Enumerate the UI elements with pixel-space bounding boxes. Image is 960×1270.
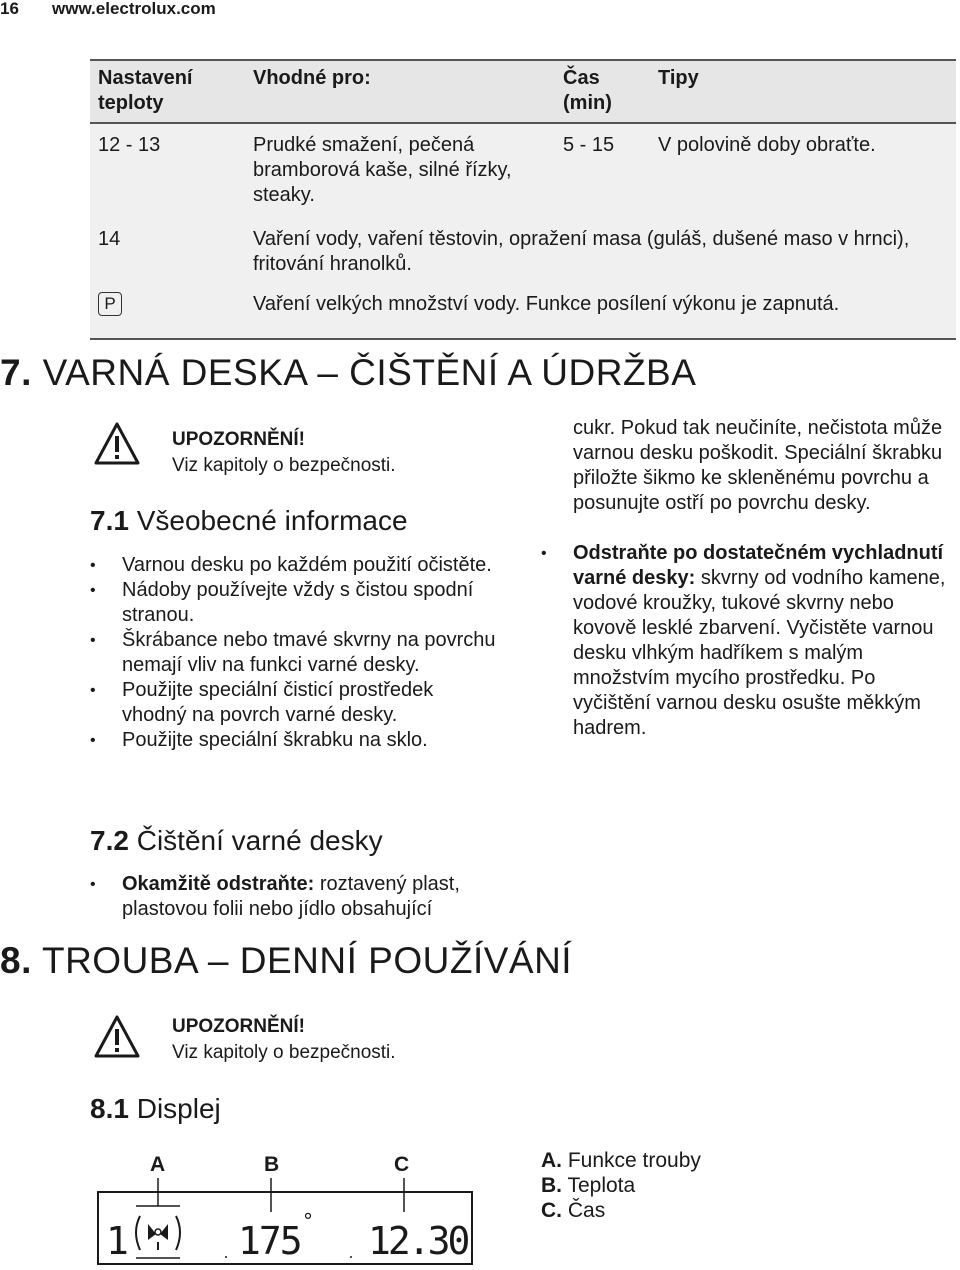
cell-suitable: Vaření velkých množství vody. Funkce posílení výkonu je zapnutá. — [253, 293, 840, 315]
cell-temp: 14 — [98, 228, 121, 250]
cell-suitable: Prudké smažení, pečená bramborová kaše, silné řízky, steaky. — [253, 134, 512, 206]
display-legend — [541, 1148, 701, 1223]
cell-suitable: Vaření vody, vaření těstovin, opražení masa (guláš, dušené maso v hrnci), fritování hranolků. — [253, 228, 910, 275]
table-top-rule — [90, 59, 956, 61]
display-label-b: B — [264, 1153, 280, 1176]
cell-temp: 12 - 13 — [98, 134, 161, 156]
section-title: TROUBA – DENNÍ POUŽÍVÁNÍ — [41, 940, 573, 981]
display-degree-symbol: ° — [303, 1209, 313, 1233]
subsection-7-2-heading — [90, 825, 383, 857]
subsection-title: Čištění varné desky — [136, 825, 383, 856]
list-item: • Použijte speciální škrabku na sklo. — [90, 728, 500, 753]
page-number: 16 — [0, 0, 19, 18]
subsection-7-1-heading — [90, 505, 408, 537]
cleaning-continued-text: cukr. Pokud tak neučiníte, nečistota může varnou desku poškodit. Speciální škrabku přiložte šikmo ke skleněnému povrchu a posunujte ostří po povrchu desky. — [573, 417, 943, 514]
warning-icon — [94, 422, 140, 466]
warning-icon — [94, 1015, 140, 1059]
legend-item — [541, 1198, 701, 1223]
legend-key: A. — [541, 1149, 562, 1172]
section-number: 7. — [0, 352, 32, 393]
section-8-heading — [0, 940, 572, 982]
subsection-title: Všeobecné informace — [136, 505, 408, 536]
list-item-bold: Okamžitě odstraňte: — [122, 873, 315, 895]
list-item — [90, 872, 520, 922]
section-title: VARNÁ DESKA – ČIŠTĚNÍ A ÚDRŽBA — [42, 352, 697, 393]
subsection-number: 7.2 — [90, 825, 129, 856]
oven-display-diagram — [96, 1178, 476, 1268]
warning-title: UPOZORNĚNÍ! — [172, 1016, 305, 1037]
list-item: • Varnou desku po každém použití očistěte. — [90, 553, 500, 578]
col-header-time: Čas (min) — [563, 67, 612, 114]
list-item-bold: Odstraňte po dostatečném vychladnutí varné desky: — [573, 542, 944, 589]
warning-text: Viz kapitoly o bezpečnosti. — [172, 455, 396, 476]
legend-text: Teplota — [567, 1174, 636, 1197]
display-time: 12.30 — [368, 1219, 468, 1263]
legend-text: Čas — [567, 1199, 606, 1222]
section-number: 8. — [0, 940, 32, 981]
list-item — [541, 541, 958, 741]
legend-item — [541, 1148, 701, 1173]
legend-text: Funkce trouby — [567, 1149, 701, 1172]
legend-key: B. — [541, 1174, 562, 1197]
list-item-text: roztavený plast, plastovou folii nebo jídlo obsahující — [122, 873, 460, 920]
table-bottom-rule — [90, 338, 956, 340]
col-header-tips: Tipy — [658, 67, 699, 89]
display-label-a: A — [150, 1153, 166, 1176]
warning-text: Viz kapitoly o bezpečnosti. — [172, 1042, 396, 1063]
warning-title: UPOZORNĚNÍ! — [172, 429, 305, 450]
header-url: www.electrolux.com — [52, 0, 216, 18]
list-item: • Nádoby používejte vždy s čistou spodní stranou. — [90, 578, 500, 628]
section-7-heading — [0, 352, 696, 394]
col-header-temp: Nastavení teploty — [98, 67, 193, 114]
list-item: • Škrábance nebo tmavé skvrny na povrchu nemají vliv na funkci varné desky. — [90, 628, 500, 678]
cell-time: 5 - 15 — [563, 134, 615, 156]
display-temperature: 175 — [238, 1219, 301, 1263]
display-label-c: C — [394, 1153, 410, 1176]
list-item: • Použijte speciální čisticí prostředek vhodný na povrch varné desky. — [90, 678, 500, 728]
subsection-number: 8.1 — [90, 1093, 129, 1124]
cell-tips: V polovině doby obraťte. — [658, 134, 876, 156]
power-boost-icon: P — [98, 292, 122, 316]
cleaning-list — [90, 872, 520, 922]
table-header-rule — [90, 122, 956, 124]
legend-item — [541, 1173, 701, 1198]
subsection-number: 7.1 — [90, 505, 129, 536]
display-mode-digit: 1 — [106, 1219, 129, 1263]
subsection-title: Displej — [136, 1093, 221, 1124]
list-item-text: skvrny od vodního kamene, vodové kroužky, tukové skvrny nebo kovově lesklé zbarvení. Vyčistěte varnou desku vlhkým hadříkem s malým množstvím mycího prostředku. Po vyčištění varnou desku osušte měkkým hadrem. — [573, 567, 946, 739]
legend-key: C. — [541, 1199, 562, 1222]
subsection-8-1-heading — [90, 1093, 221, 1125]
col-header-suitable: Vhodné pro: — [253, 67, 371, 89]
cleaning-list-continued — [541, 541, 958, 741]
general-info-list — [90, 553, 500, 753]
